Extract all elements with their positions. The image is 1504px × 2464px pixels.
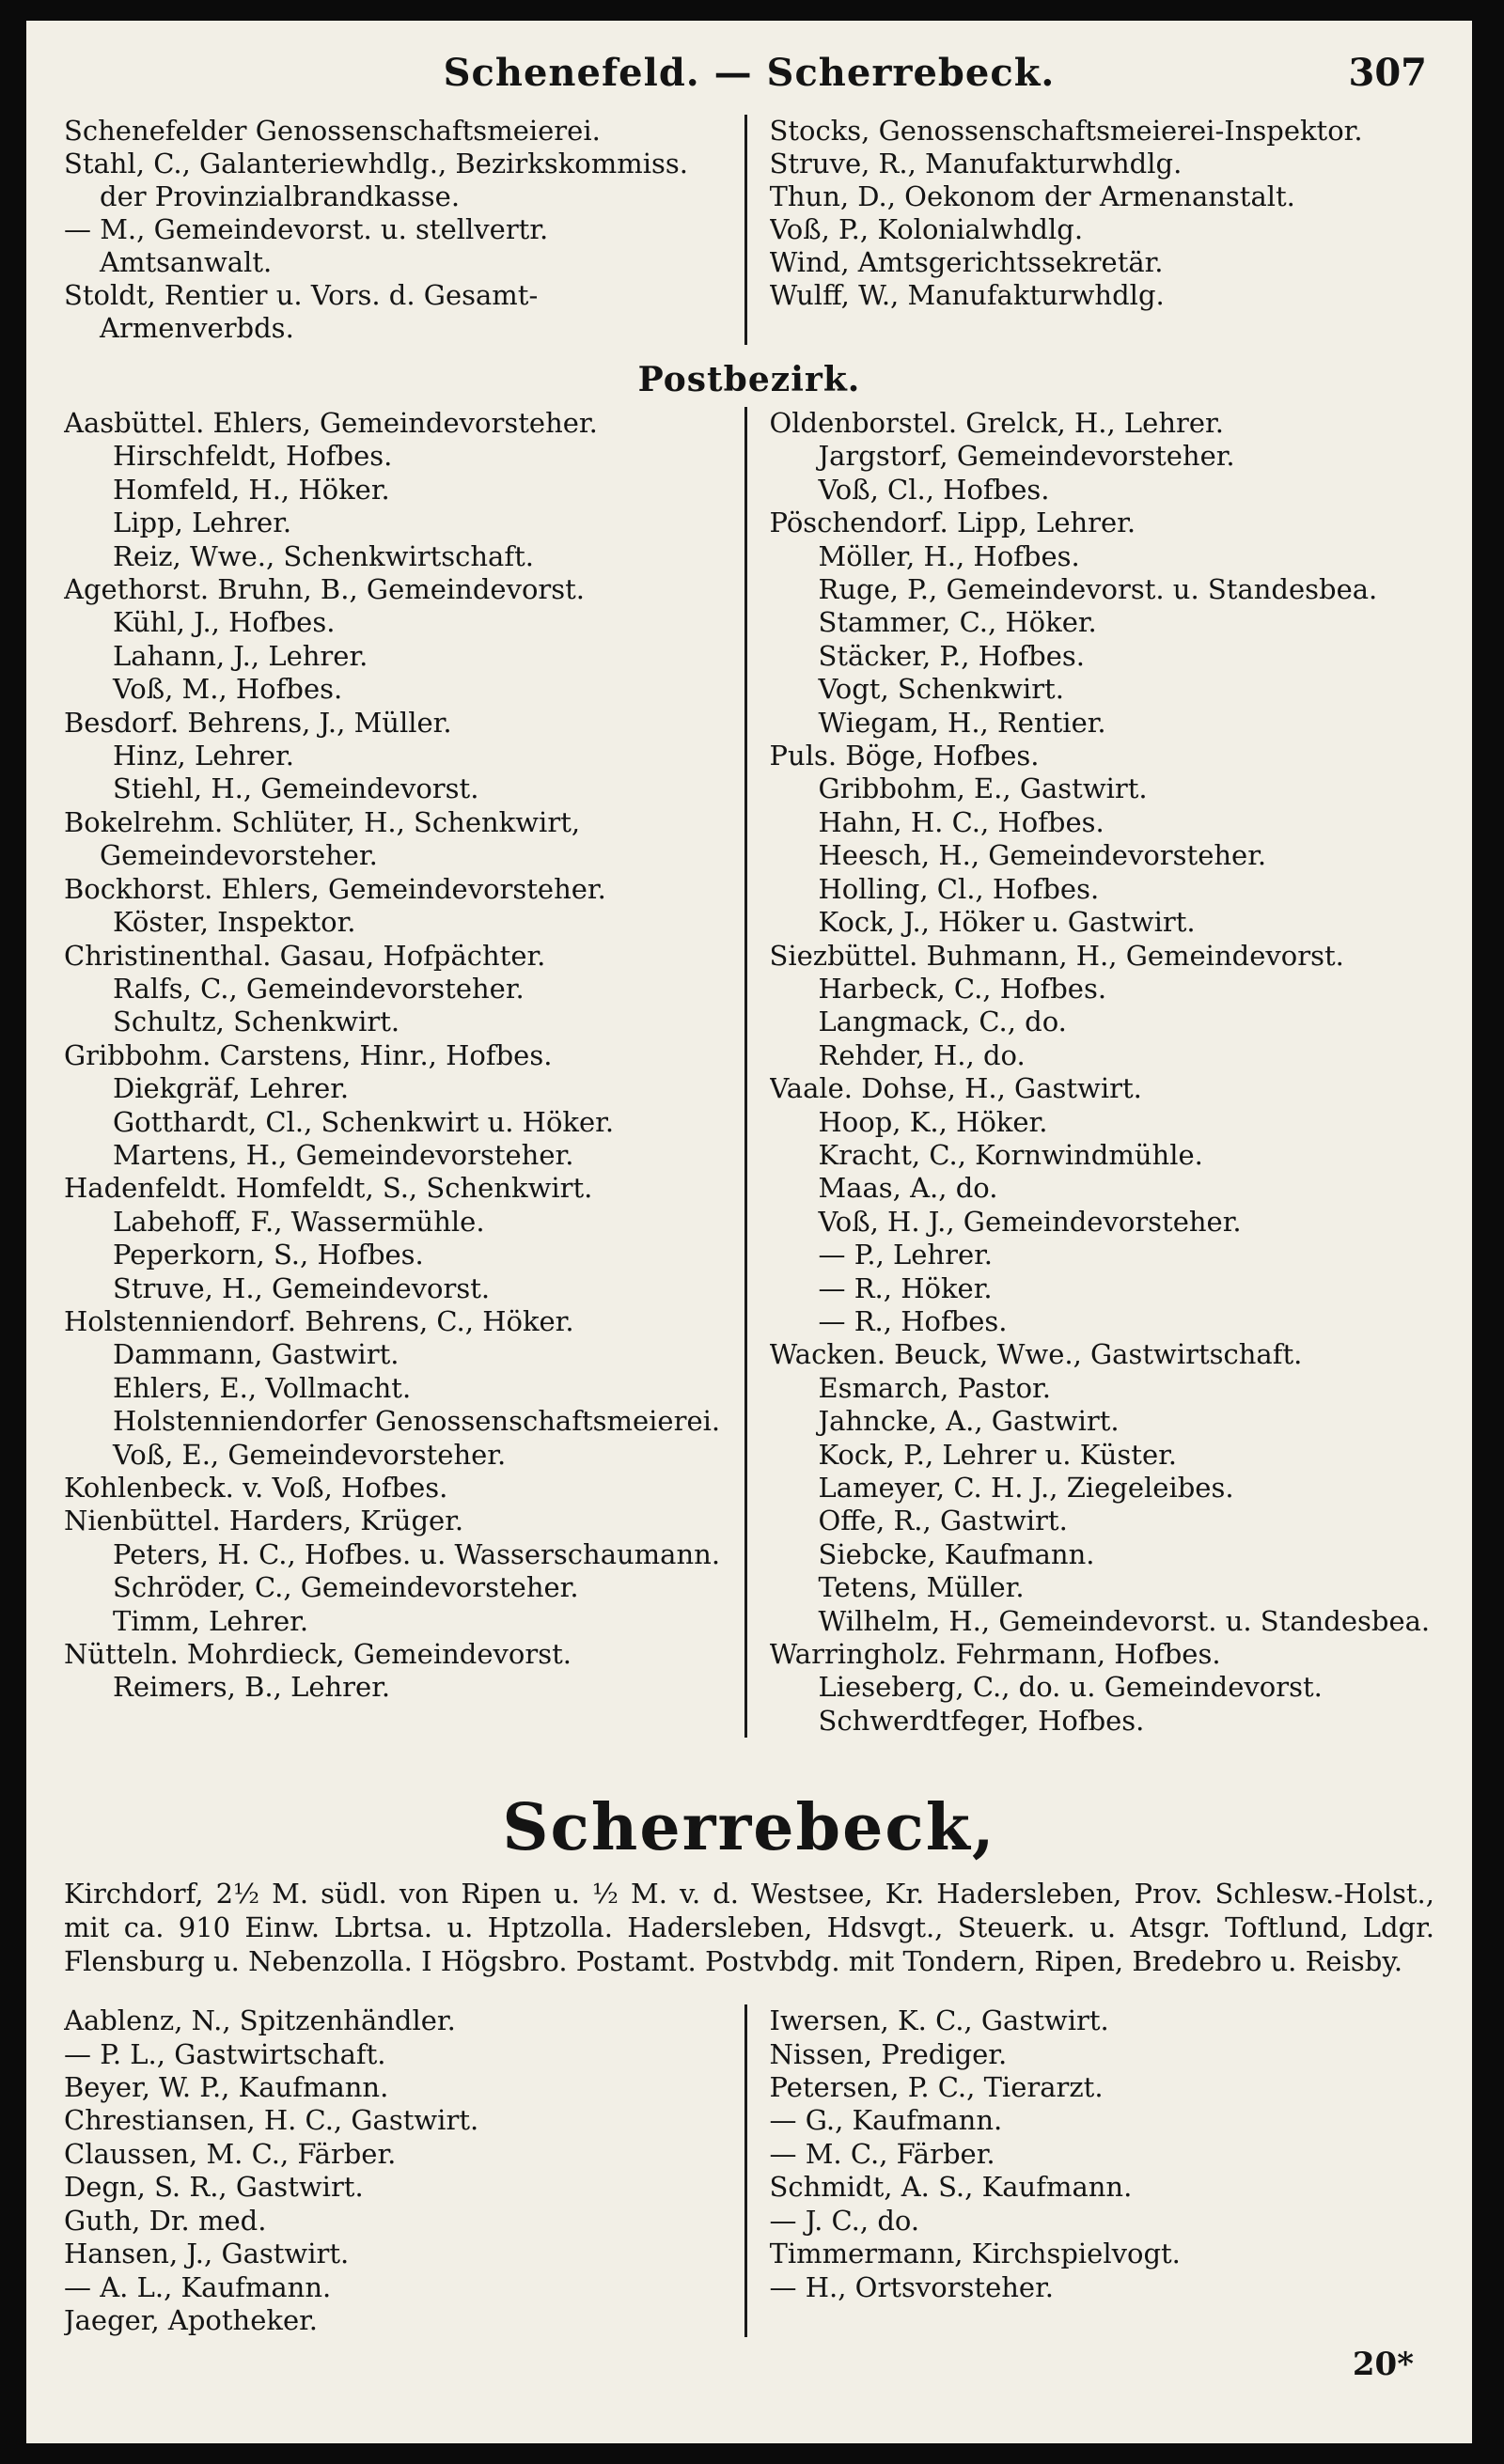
directory-entry: Agethorst. Bruhn, B., Gemeindevorst. <box>64 573 586 606</box>
directory-entry: Holling, Cl., Hofbes. <box>818 872 1100 905</box>
directory-entry: Köster, Inspektor. <box>113 906 356 939</box>
directory-entry: — A. L., Kaufmann. <box>64 2270 332 2303</box>
directory-entry: Timmermann, Kirchspielvogt. <box>769 2238 1181 2270</box>
left-column <box>64 115 744 345</box>
left-column <box>64 407 744 1738</box>
directory-entry: Nütteln. Mohrdieck, Gemeindevorst. <box>64 1638 572 1671</box>
directory-entry: Heesch, H., Gemeindevorsteher. <box>818 839 1267 872</box>
directory-entry: Chrestiansen, H. C., Gastwirt. <box>64 2104 479 2137</box>
directory-entry: Jaeger, Apotheker. <box>64 2303 319 2336</box>
directory-entry: Hahn, H. C., Hofbes. <box>818 805 1104 838</box>
directory-entry: Warringholz. Fehrmann, Hofbes. <box>769 1638 1221 1671</box>
directory-entry: Kracht, C., Kornwindmühle. <box>818 1138 1203 1171</box>
directory-entry: Gotthardt, Cl., Schenkwirt u. Höker. <box>113 1105 615 1138</box>
scherrebeck-columns <box>64 2004 1434 2337</box>
directory-entry: Schmidt, A. S., Kaufmann. <box>769 2171 1133 2204</box>
running-header <box>64 49 1434 115</box>
directory-entry: Stahl, C., Galanteriewhdlg., Bezirkskommiss. der Provinzialbrandkasse. <box>64 148 689 212</box>
directory-entry: Reiz, Wwe., Schenkwirtschaft. <box>113 539 534 572</box>
directory-entry: Lieseberg, C., do. u. Gemeindevorst. <box>818 1671 1323 1704</box>
directory-entry: — P. L., Gastwirtschaft. <box>64 2037 386 2070</box>
directory-entry: Wacken. Beuck, Wwe., Gastwirtschaft. <box>769 1338 1303 1371</box>
place-description: Kirchdorf, 2½ M. südl. von Ripen u. ½ M. v. d. Westsee, Kr. Hadersleben, Prov. Schlesw.-Holst., mit ca. 910 Einw. Lbrtsa. u. Hptzolla. Hadersleben, Hdsvgt., Steuerk. u. Atsgr. Toftlund, Ldgr. Flensburg u. Nebenzolla. I Högsbro. Postamt. Postvbdg. mit Tondern, Ripen, Bredebro u. Reisby. <box>64 1878 1434 1978</box>
directory-entry: Iwersen, K. C., Gastwirt. <box>769 2004 1109 2037</box>
directory-entry: Jahncke, A., Gastwirt. <box>818 1405 1120 1438</box>
directory-entry: Holstenniendorfer Genossenschaftsmeierei. <box>113 1405 721 1438</box>
directory-entry: Voß, P., Kolonialwhdlg. <box>769 213 1084 245</box>
directory-entry: Wiegam, H., Rentier. <box>818 706 1106 739</box>
directory-entry: Nissen, Prediger. <box>769 2037 1008 2070</box>
directory-entry: — M. C., Färber. <box>769 2137 995 2170</box>
directory-entry: Lameyer, C. H. J., Ziegeleibes. <box>818 1472 1234 1504</box>
right-column <box>744 407 1435 1738</box>
directory-entry: Holstenniendorf. Behrens, C., Höker. <box>64 1304 574 1337</box>
directory-entry: Langmack, C., do. <box>818 1006 1067 1038</box>
directory-entry: Ehlers, E., Vollmacht. <box>113 1371 412 1404</box>
directory-entry: Ruge, P., Gemeindevorst. u. Standesbea. <box>818 573 1378 606</box>
directory-entry: Wulff, W., Manufakturwhdlg. <box>769 279 1165 311</box>
directory-entry: Schwerdtfeger, Hofbes. <box>818 1704 1145 1737</box>
directory-entry: Stocks, Genossenschaftsmeierei-Inspektor. <box>769 115 1363 147</box>
directory-entry: Aablenz, N., Spitzenhändler. <box>64 2004 456 2037</box>
directory-entry: Lahann, J., Lehrer. <box>113 639 368 672</box>
directory-entry: Gribbohm. Carstens, Hinr., Hofbes. <box>64 1038 553 1071</box>
page-title: Schenefeld. — Scherrebeck. <box>443 51 1056 95</box>
directory-entry: Claussen, M. C., Färber. <box>64 2137 397 2170</box>
directory-entry: Möller, H., Hofbes. <box>818 539 1080 572</box>
directory-entry: Kohlenbeck. v. Voß, Hofbes. <box>64 1472 448 1504</box>
directory-entry: Voß, H. J., Gemeindevorsteher. <box>818 1205 1242 1238</box>
directory-entry: — P., Lehrer. <box>818 1239 994 1271</box>
directory-entry: Vaale. Dohse, H., Gastwirt. <box>769 1072 1142 1105</box>
directory-entry: Aasbüttel. Ehlers, Gemeindevorsteher. <box>64 407 598 439</box>
directory-entry: Dammann, Gastwirt. <box>113 1338 400 1371</box>
directory-entry: Maas, A., do. <box>818 1172 998 1205</box>
directory-entry: Thun, D., Oekonom der Armenanstalt. <box>769 180 1295 212</box>
directory-entry: Diekgräf, Lehrer. <box>113 1072 350 1105</box>
directory-entry: Hansen, J., Gastwirt. <box>64 2238 350 2270</box>
directory-entry: Puls. Böge, Hofbes. <box>769 740 1040 772</box>
directory-entry: Rehder, H., do. <box>818 1038 1026 1071</box>
directory-entry: Schultz, Schenkwirt. <box>113 1006 400 1038</box>
directory-entry: Offe, R., Gastwirt. <box>818 1505 1068 1537</box>
directory-entry: Lipp, Lehrer. <box>113 507 292 539</box>
directory-entry: Stammer, C., Höker. <box>818 606 1097 639</box>
directory-entry: Jargstorf, Gemeindevorsteher. <box>818 440 1235 473</box>
directory-entry: Voß, E., Gemeindevorsteher. <box>113 1438 507 1471</box>
postbezirk-heading: Postbezirk. <box>637 360 861 399</box>
directory-entry: Besdorf. Behrens, J., Müller. <box>64 706 452 739</box>
directory-entry: Schenefelder Genossenschaftsmeierei. <box>64 115 601 147</box>
directory-entry: Peters, H. C., Hofbes. u. Wasserschaumann. <box>113 1537 721 1570</box>
schenefeld-continuation <box>64 115 1434 345</box>
section-heading: Scherrebeck, <box>502 1790 996 1866</box>
directory-entry: Wilhelm, H., Gemeindevorst. u. Standesbea. <box>818 1604 1431 1637</box>
directory-entry: Nienbüttel. Harders, Krüger. <box>64 1505 464 1537</box>
directory-entry: Bokelrehm. Schlüter, H., Schenkwirt, Gemeindevorsteher. <box>64 805 581 872</box>
directory-entry: Voß, Cl., Hofbes. <box>818 473 1050 506</box>
directory-entry: Guth, Dr. med. <box>64 2204 267 2237</box>
directory-entry: Kock, P., Lehrer u. Küster. <box>818 1438 1178 1471</box>
directory-entry: Pöschendorf. Lipp, Lehrer. <box>769 507 1136 539</box>
directory-entry: Timm, Lehrer. <box>113 1604 309 1637</box>
directory-entry: Siezbüttel. Buhmann, H., Gemeindevorst. <box>769 939 1344 972</box>
directory-entry: Hirschfeldt, Hofbes. <box>113 440 393 473</box>
directory-entry: Stoldt, Rentier u. Vors. d. Gesamt-Armenverbds. <box>64 279 539 344</box>
directory-page <box>26 21 1472 2443</box>
directory-entry: Oldenborstel. Grelck, H., Lehrer. <box>769 407 1224 439</box>
directory-entry: Ralfs, C., Gemeindevorsteher. <box>113 972 525 1005</box>
directory-entry: Struve, R., Manufakturwhdlg. <box>769 148 1183 179</box>
directory-entry: Struve, H., Gemeindevorst. <box>113 1271 491 1304</box>
directory-entry: — G., Kaufmann. <box>769 2104 1003 2137</box>
directory-entry: Kühl, J., Hofbes. <box>113 606 336 639</box>
directory-entry: Voß, M., Hofbes. <box>113 673 343 706</box>
directory-entry: Reimers, B., Lehrer. <box>113 1671 391 1704</box>
directory-entry: Degn, S. R., Gastwirt. <box>64 2171 364 2204</box>
right-column <box>744 2004 1435 2337</box>
directory-entry: Peperkorn, S., Hofbes. <box>113 1239 424 1271</box>
directory-entry: Tetens, Müller. <box>818 1571 1025 1604</box>
directory-entry: Kock, J., Höker u. Gastwirt. <box>818 906 1196 939</box>
directory-entry: Homfeld, H., Höker. <box>113 473 390 506</box>
directory-entry: Schröder, C., Gemeindevorsteher. <box>113 1571 579 1604</box>
left-column <box>64 2004 744 2337</box>
directory-entry: — R., Höker. <box>818 1271 993 1304</box>
directory-entry: Stäcker, P., Hofbes. <box>818 639 1086 672</box>
postbezirk-columns <box>64 407 1434 1738</box>
directory-entry: Beyer, W. P., Kaufmann. <box>64 2071 389 2104</box>
directory-entry: — M., Gemeindevorst. u. stellvertr. Amtsanwalt. <box>64 213 549 278</box>
directory-entry: Harbeck, C., Hofbes. <box>818 972 1107 1005</box>
directory-entry: — R., Hofbes. <box>818 1304 1008 1337</box>
page-number: 307 <box>1348 51 1427 95</box>
directory-entry: Bockhorst. Ehlers, Gemeindevorsteher. <box>64 872 606 905</box>
directory-entry: Hoop, K., Höker. <box>818 1105 1048 1138</box>
directory-entry: Labehoff, F., Wassermühle. <box>113 1205 485 1238</box>
directory-entry: Gribbohm, E., Gastwirt. <box>818 772 1148 805</box>
signature-mark: 20* <box>1352 2346 1414 2383</box>
directory-entry: Wind, Amtsgerichtssekretär. <box>769 246 1164 278</box>
directory-entry: Hinz, Lehrer. <box>113 740 294 772</box>
right-column <box>744 115 1435 345</box>
directory-entry: — H., Ortsvorsteher. <box>769 2270 1054 2303</box>
directory-entry: Petersen, P. C., Tierarzt. <box>769 2071 1104 2104</box>
directory-entry: Esmarch, Pastor. <box>818 1371 1051 1404</box>
directory-entry: Christinenthal. Gasau, Hofpächter. <box>64 939 546 972</box>
directory-entry: Stiehl, H., Gemeindevorst. <box>113 772 479 805</box>
directory-entry: Siebcke, Kaufmann. <box>818 1537 1095 1570</box>
directory-entry: Martens, H., Gemeindevorsteher. <box>113 1138 574 1171</box>
directory-entry: Hadenfeldt. Homfeldt, S., Schenkwirt. <box>64 1172 593 1205</box>
directory-entry: — J. C., do. <box>769 2204 920 2237</box>
directory-entry: Vogt, Schenkwirt. <box>818 673 1064 706</box>
